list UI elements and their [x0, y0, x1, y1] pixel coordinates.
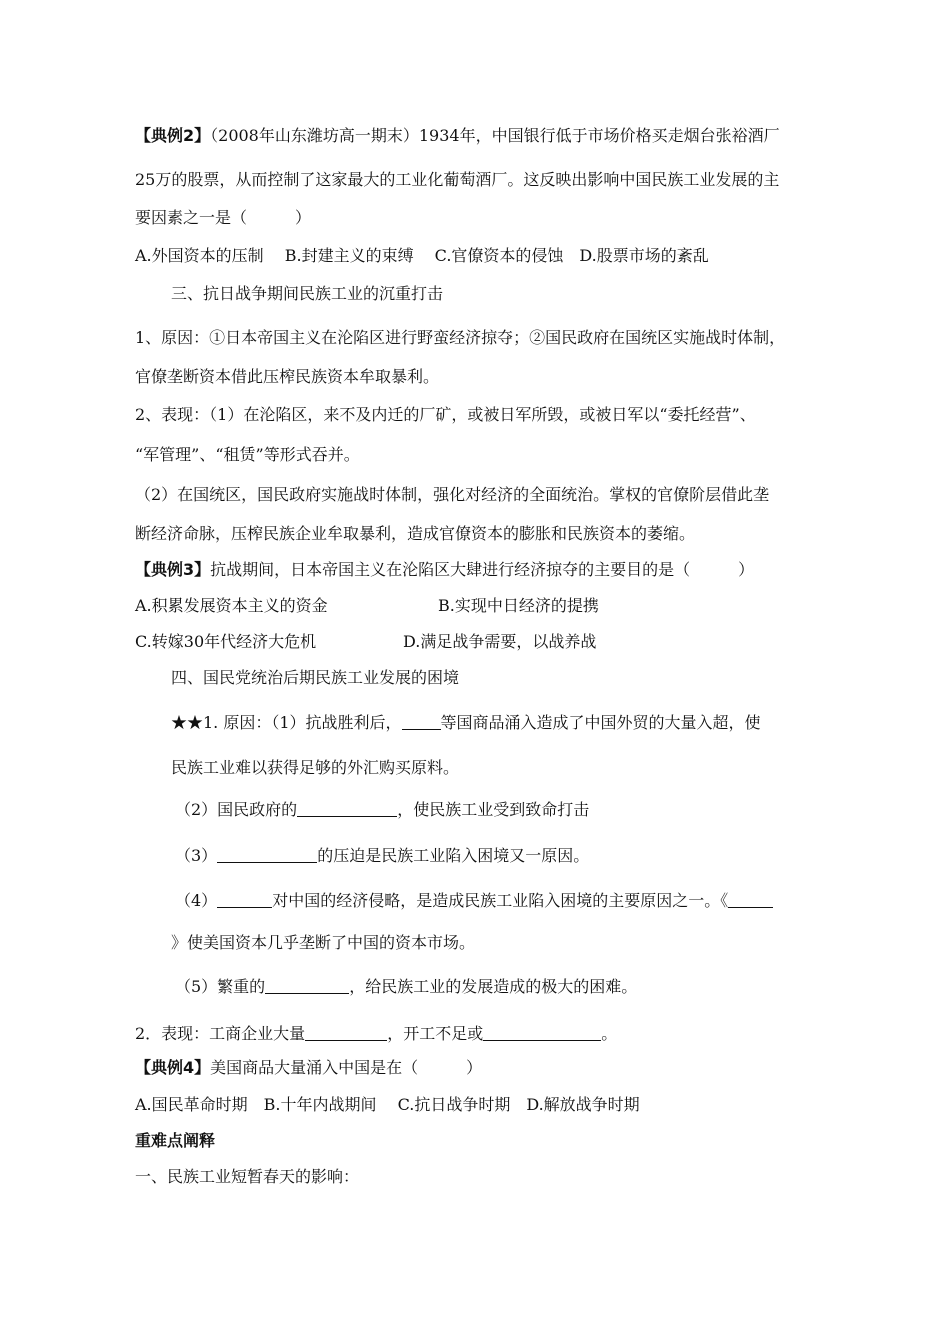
section-3-cause-line-2: 官僚垄断资本借此压榨民族资本牟取暴利。 [135, 367, 440, 386]
fill-blank[interactable] [483, 1024, 601, 1041]
example-3-option-d: D.满足战争需要，以战养战 [403, 632, 597, 651]
example-3-question: 【典例3】抗战期间，日本帝国主义在沦陷区大肆进行经济掠夺的主要目的是（ ） [135, 560, 755, 579]
example-4-question: 【典例4】美国商品大量涌入中国是在（ ） [135, 1058, 483, 1077]
section-3-cause-line-1: 1、原因：①日本帝国主义在沦陷区进行野蛮经济掠夺；②国民政府在国统区实施战时体制， [135, 328, 786, 347]
section-4-reason-4b: 》使美国资本几乎垄断了中国的资本市场。 [171, 933, 476, 952]
fill-blank[interactable] [265, 977, 349, 994]
fill-blank[interactable] [217, 891, 272, 908]
section-3-effect-line-4: 断经济命脉，压榨民族企业牟取暴利，造成官僚资本的膨胀和民族资本的萎缩。 [135, 524, 696, 543]
section-4-performance: 2．表现：工商企业大量 ，开工不足或 。 [135, 1024, 618, 1043]
section-4-reason-1a: ★★1. 原因：（1）抗战胜利后， 等国商品涌入造成了中国外贸的大量入超，使 [171, 713, 761, 732]
section-4-title: 四、国民党统治后期民族工业发展的困境 [171, 668, 460, 687]
example-2-tag: 【典例2】 [135, 126, 211, 145]
section-4-reason-1b: 民族工业难以获得足够的外汇购买原料。 [171, 758, 460, 777]
focus-item-1: 一、民族工业短暂春天的影响： [135, 1167, 360, 1186]
section-4-reason-5: （5）繁重的 ，给民族工业的发展造成的极大的困难。 [175, 977, 638, 996]
example-2-line-2: 25万的股票，从而控制了这家最大的工业化葡萄酒厂。这反映出影响中国民族工业发展的主 [135, 170, 780, 189]
section-4-reason-3: （3） 的压迫是民族工业陷入困境又一原因。 [175, 846, 590, 865]
fill-blank[interactable] [402, 713, 441, 730]
section-3-effect-line-2: “军管理”、“租赁”等形式吞并。 [135, 445, 360, 464]
section-4-reason-4a: （4） 对中国的经济侵略，是造成民族工业陷入困境的主要原因之一。《 [175, 891, 773, 911]
example-2-line-1: 【典例2】（2008年山东潍坊高一期末）1934年，中国银行低于市场价格买走烟台张裕酒厂 [135, 126, 780, 145]
example-2-options: A.外国资本的压制 B.封建主义的束缚 C.官僚资本的侵蚀 D.股票市场的紊乱 [135, 246, 709, 265]
section-3-effect-line-1: 2、表现：（1）在沦陷区，来不及内迁的厂矿，或被日军所毁，或被日军以“委托经营”、 [135, 405, 756, 424]
fill-blank[interactable] [297, 800, 397, 817]
example-3-option-b: B.实现中日经济的提携 [438, 596, 599, 615]
fill-blank[interactable] [728, 891, 773, 908]
example-4-options: A.国民革命时期 B.十年内战期间 C.抗日战争时期 D.解放战争时期 [135, 1095, 640, 1114]
focus-heading: 重难点阐释 [135, 1131, 216, 1150]
example-3-tag: 【典例3】 [135, 560, 211, 579]
fill-blank[interactable] [305, 1024, 387, 1041]
section-3-effect-line-3: （2）在国统区，国民政府实施战时体制，强化对经济的全面统治。掌权的官僚阶层借此垄 [135, 485, 770, 504]
section-3-title: 三、抗日战争期间民族工业的沉重打击 [171, 284, 444, 303]
example-2-line-3: 要因素之一是（ ） [135, 208, 312, 227]
example-3-option-a: A.积累发展资本主义的资金 [135, 596, 328, 615]
fill-blank[interactable] [217, 846, 317, 863]
example-4-tag: 【典例4】 [135, 1058, 211, 1077]
section-4-reason-2: （2）国民政府的 ，使民族工业受到致命打击 [175, 800, 590, 819]
example-3-option-c: C.转嫁30年代经济大危机 [135, 632, 317, 651]
